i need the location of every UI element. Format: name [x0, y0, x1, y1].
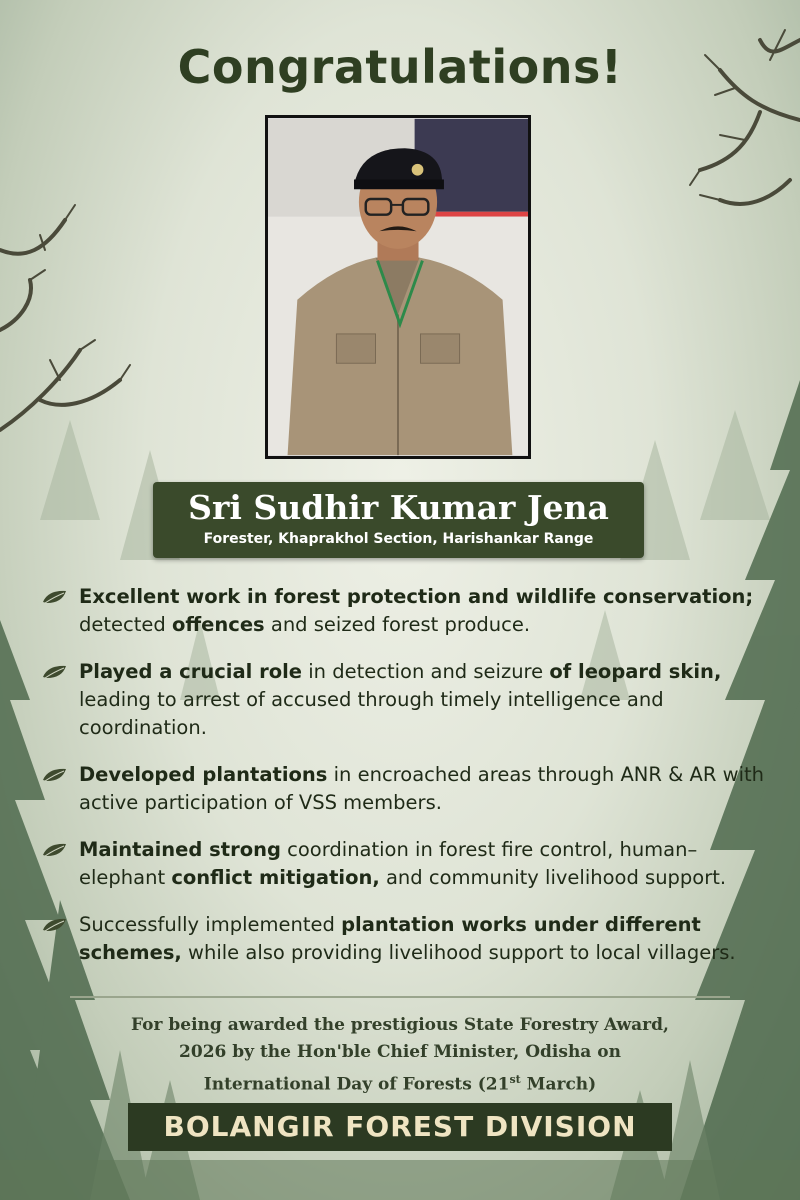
leaf-icon: [42, 917, 68, 933]
officer-designation: Forester, Khaprakhol Section, Harishankar Range: [203, 531, 594, 547]
achievement-item: [42, 658, 777, 742]
leaf-icon: [42, 589, 68, 605]
officer-name: Sri Sudhir Kumar Jena: [188, 488, 609, 527]
achievement-text: detected: [79, 613, 172, 636]
achievement-item: [42, 836, 777, 892]
award-line-3: International Day of Forests (21st March): [203, 1073, 597, 1095]
divider: [70, 996, 730, 998]
page-title: Congratulations!: [177, 40, 623, 94]
achievement-text: coordination in forest fire control, human–elephant: [79, 838, 698, 889]
officer-portrait-image: [268, 118, 528, 456]
leaf-icon: [42, 842, 68, 858]
name-plate: [153, 482, 644, 558]
achievement-text: while also providing livelihood support to local villagers.: [181, 941, 736, 964]
award-line-1: For being awarded the prestigious State Forestry Award,: [131, 1015, 669, 1035]
award-line-2: 2026 by the Hon'ble Chief Minister, Odisha on: [179, 1042, 621, 1062]
achievement-text: Played a crucial role: [79, 660, 303, 683]
award-statement: [0, 1012, 800, 1099]
achievement-item: [42, 911, 777, 967]
achievement-item: [42, 761, 777, 817]
division-banner: BOLANGIR FOREST DIVISION: [128, 1103, 672, 1151]
achievement-text: and community livelihood support.: [379, 866, 727, 889]
achievement-text: of leopard skin,: [549, 660, 722, 683]
achievement-text: in encroached areas through ANR & AR with active participation of VSS members.: [79, 763, 764, 814]
achievement-text: conflict mitigation,: [171, 866, 380, 889]
achievement-item: [42, 583, 777, 639]
achievement-text: Maintained strong: [79, 838, 281, 861]
achievement-text: and seized forest produce.: [264, 613, 531, 636]
leaf-icon: [42, 664, 68, 680]
achievement-text: plantation works under different schemes,: [79, 913, 701, 964]
achievement-text: offences: [171, 613, 265, 636]
achievement-text: Excellent work in forest protection and wildlife conservation;: [79, 585, 754, 608]
achievement-text: leading to arrest of accused through timely intelligence and coordination.: [79, 688, 664, 739]
achievement-text: in detection and seizure: [302, 660, 550, 683]
achievement-text: Developed plantations: [79, 763, 328, 786]
portrait-photo: [265, 115, 531, 459]
leaf-icon: [42, 767, 68, 783]
achievement-list: [42, 583, 777, 986]
achievement-text: Successfully implemented: [79, 913, 342, 936]
